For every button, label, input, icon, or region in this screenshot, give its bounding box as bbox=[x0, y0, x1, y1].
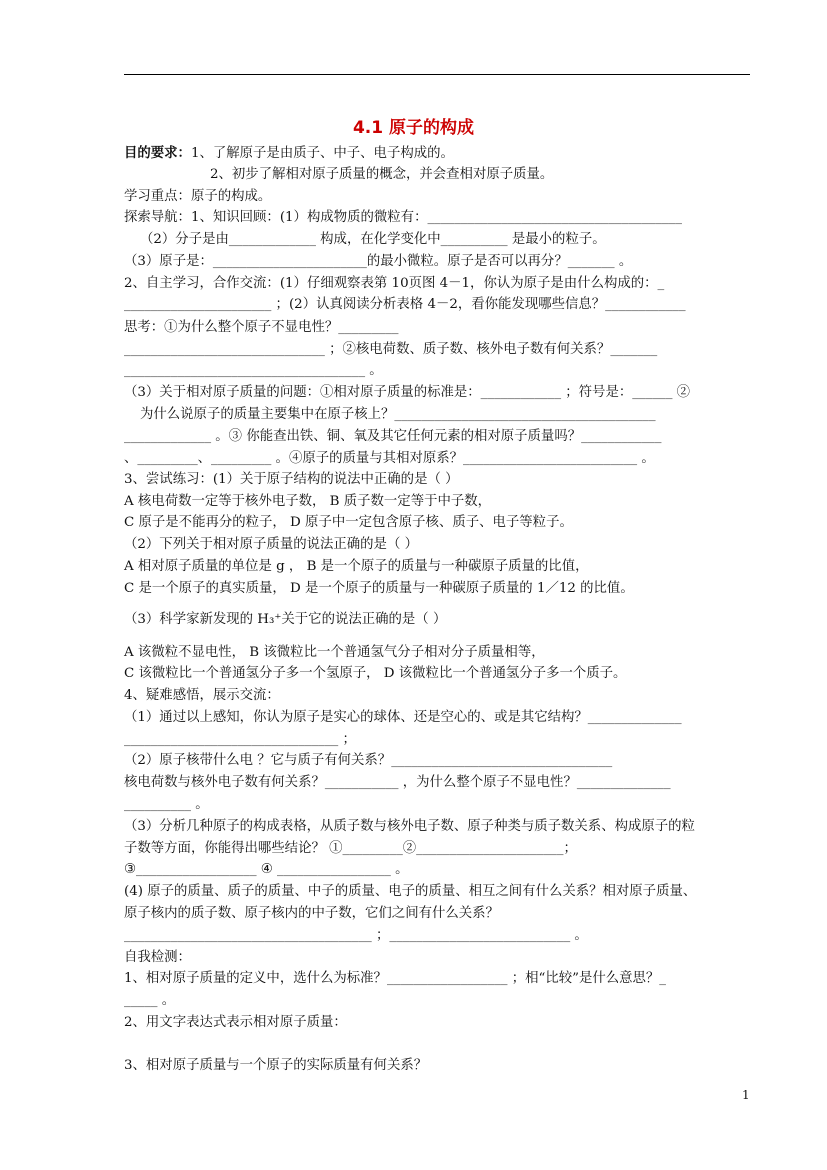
line-text: 核电荷数与核外电子数有何关系？___________ ，为什么整个原子不显电性？______________ bbox=[124, 775, 671, 790]
text-line bbox=[124, 471, 459, 489]
line-text: A 相对原子质量的单位是 g ， B 是一个原子的质量与一种碳原子质量的比值， bbox=[124, 559, 589, 574]
line-text: A 核电荷数一定等于核外电子数， B 质子数一定等于中子数， bbox=[124, 494, 492, 509]
text-line bbox=[124, 731, 356, 749]
text-line bbox=[124, 752, 612, 770]
text-line bbox=[124, 514, 573, 532]
page-number: 1 bbox=[742, 1088, 750, 1102]
text-line bbox=[124, 796, 209, 814]
text-line bbox=[124, 296, 686, 314]
text-line bbox=[124, 1014, 347, 1032]
text-line bbox=[124, 611, 446, 629]
line-text: _____________________________________ ；___________________________ 。 bbox=[124, 928, 588, 943]
text-line bbox=[124, 970, 666, 988]
line-text: （3）关于相对原子质量的问题：①相对原子质量的标准是：____________ ；符号是：______ ② bbox=[124, 385, 691, 400]
line-text: （2）下列关于相对原子质量的说法正确的是（ ） bbox=[124, 537, 418, 552]
line-text: 1、相对原子质量的定义中，选什么为标准？__________________ ；相“比较”是什么意思？_ bbox=[124, 971, 667, 986]
text-line bbox=[124, 450, 655, 468]
line-text: (4) 原子的质量、质子的质量、中子的质量、电子的质量、相互之间有什么关系？相对原子质量、 bbox=[124, 884, 697, 899]
line-text: ______________________ ；(2）认真阅读分析表格 4－2，看你能发现哪些信息？____________ bbox=[124, 297, 686, 312]
text-line bbox=[124, 818, 695, 836]
text-line bbox=[124, 428, 661, 446]
line-text: （2）原子核带什么电 ？它与质子有何关系？_________________________________ bbox=[124, 753, 613, 768]
line-text: A 该微粒不显电性， B 该微粒比一个普通氢气分子相对分子质量相等， bbox=[124, 645, 545, 660]
line-text: （2）分子是由_____________ 构成，在化学变化中__________ 是最小的粒子。 bbox=[140, 232, 606, 247]
line-text: 学习重点：原子的构成。 bbox=[124, 189, 272, 204]
text-line bbox=[124, 580, 634, 598]
text-line bbox=[124, 384, 690, 402]
line-text: 2、自主学习，合作交流：(1）仔细观察表第 10页图 4－1，你认为原子是由什么构成的：_ bbox=[124, 276, 665, 291]
line-text: 原子核内的质子数、原子核内的中子数，它们之间有什么关系？ bbox=[124, 906, 499, 921]
text-line bbox=[210, 166, 553, 184]
line-text: ____________________________________ 。 bbox=[124, 363, 383, 378]
line-text: __________ 。 bbox=[124, 797, 209, 812]
line-text: 思考：①为什么整个原子不显电性？_________ bbox=[124, 320, 399, 335]
text-line bbox=[124, 188, 271, 206]
line-text: ______________________________ ；②核电荷数、质子数、核外电子数有何关系？_______ bbox=[124, 342, 658, 357]
text-line bbox=[124, 493, 491, 511]
text-line bbox=[124, 253, 632, 271]
line-text: 1、了解原子是由质子、中子、电子构成的。 bbox=[190, 146, 454, 161]
text-line bbox=[124, 644, 545, 662]
text-line bbox=[124, 209, 682, 227]
text-line bbox=[124, 275, 664, 293]
text-line bbox=[124, 905, 499, 923]
line-text: _____________ 。③ 你能查出铁、铜、氧及其它任何元素的相对原子质量吗？____________ bbox=[124, 429, 662, 444]
text-line bbox=[124, 709, 682, 727]
line-text: （3）原子是：_______________________的最小微粒。原子是否可以再分？_______ 。 bbox=[124, 254, 633, 269]
text-line bbox=[124, 536, 418, 554]
line-text: C 是一个原子的真实质量， D 是一个原子的质量与一种碳原子质量的 1／12 的比值。 bbox=[124, 581, 634, 596]
text-line bbox=[124, 1057, 427, 1075]
line-text: 2、用文字表达式表示相对原子质量： bbox=[124, 1015, 347, 1030]
text-line bbox=[124, 665, 626, 683]
text-line bbox=[124, 840, 577, 858]
header-rule bbox=[124, 74, 750, 75]
line-text: C 原子是不能再分的粒子， D 原子中一定包含原子核、质子、电子等粒子。 bbox=[124, 515, 573, 530]
line-text: C 该微粒比一个普通氢分子多一个氢原子， D 该微粒比一个普通氢分子多一个质子。 bbox=[124, 666, 627, 681]
line-text: （1）通过以上感知，你认为原子是实心的球体、还是空心的、或是其它结构？______________ bbox=[124, 710, 682, 725]
text-line bbox=[124, 927, 588, 945]
text-line bbox=[124, 687, 280, 705]
text-line bbox=[124, 341, 657, 359]
text-line bbox=[124, 558, 588, 576]
text-line bbox=[124, 774, 671, 792]
text-line bbox=[124, 145, 454, 163]
line-text: 3、尝试练习：(1）关于原子结构的说法中正确的是（ ） bbox=[124, 472, 459, 487]
text-line bbox=[124, 319, 399, 337]
text-line bbox=[124, 992, 175, 1010]
line-text: 4、疑难感悟，展示交流： bbox=[124, 688, 280, 703]
line-text: （3）分析几种原子的构成表格，从质子数与核外电子数、原子种类与质子数关系、构成原子的粒 bbox=[124, 819, 695, 834]
line-text: ________________________________ ； bbox=[124, 732, 356, 747]
page-title: 4.1 原子的构成 bbox=[352, 118, 475, 138]
line-text: ③__________________ ④ _________________ 。 bbox=[124, 862, 409, 877]
line-text: 3、相对原子质量与一个原子的实际质量有何关系？ bbox=[124, 1058, 428, 1073]
line-text: 、_________、_________ 。④原子的质量与其相对原系？__________________________ 。 bbox=[124, 451, 655, 466]
line-text: 自我检测： bbox=[124, 950, 191, 965]
text-line bbox=[124, 883, 696, 901]
line-text: _____ 。 bbox=[124, 993, 176, 1008]
line-text: 2、初步了解相对原子质量的概念，并会查相对原子质量。 bbox=[210, 167, 554, 182]
line-text: （3）科学家新发现的 H₃⁺关于它的说法正确的是（ ） bbox=[124, 612, 447, 627]
text-line bbox=[124, 861, 409, 879]
section-label: 目的要求： bbox=[124, 146, 191, 161]
line-text: 探索导航：1、知识回顾：(1）构成物质的微粒有：______________________________________ bbox=[124, 210, 682, 225]
line-text: 子数等方面，你能得出哪些结论？ ①_________②______________________； bbox=[124, 841, 577, 856]
text-line bbox=[124, 949, 191, 967]
line-text: 为什么说原子的质量主要集中在原子核上？_______________________________________ bbox=[140, 407, 656, 422]
text-line bbox=[124, 362, 383, 380]
text-line bbox=[140, 406, 656, 424]
text-line bbox=[140, 231, 606, 249]
